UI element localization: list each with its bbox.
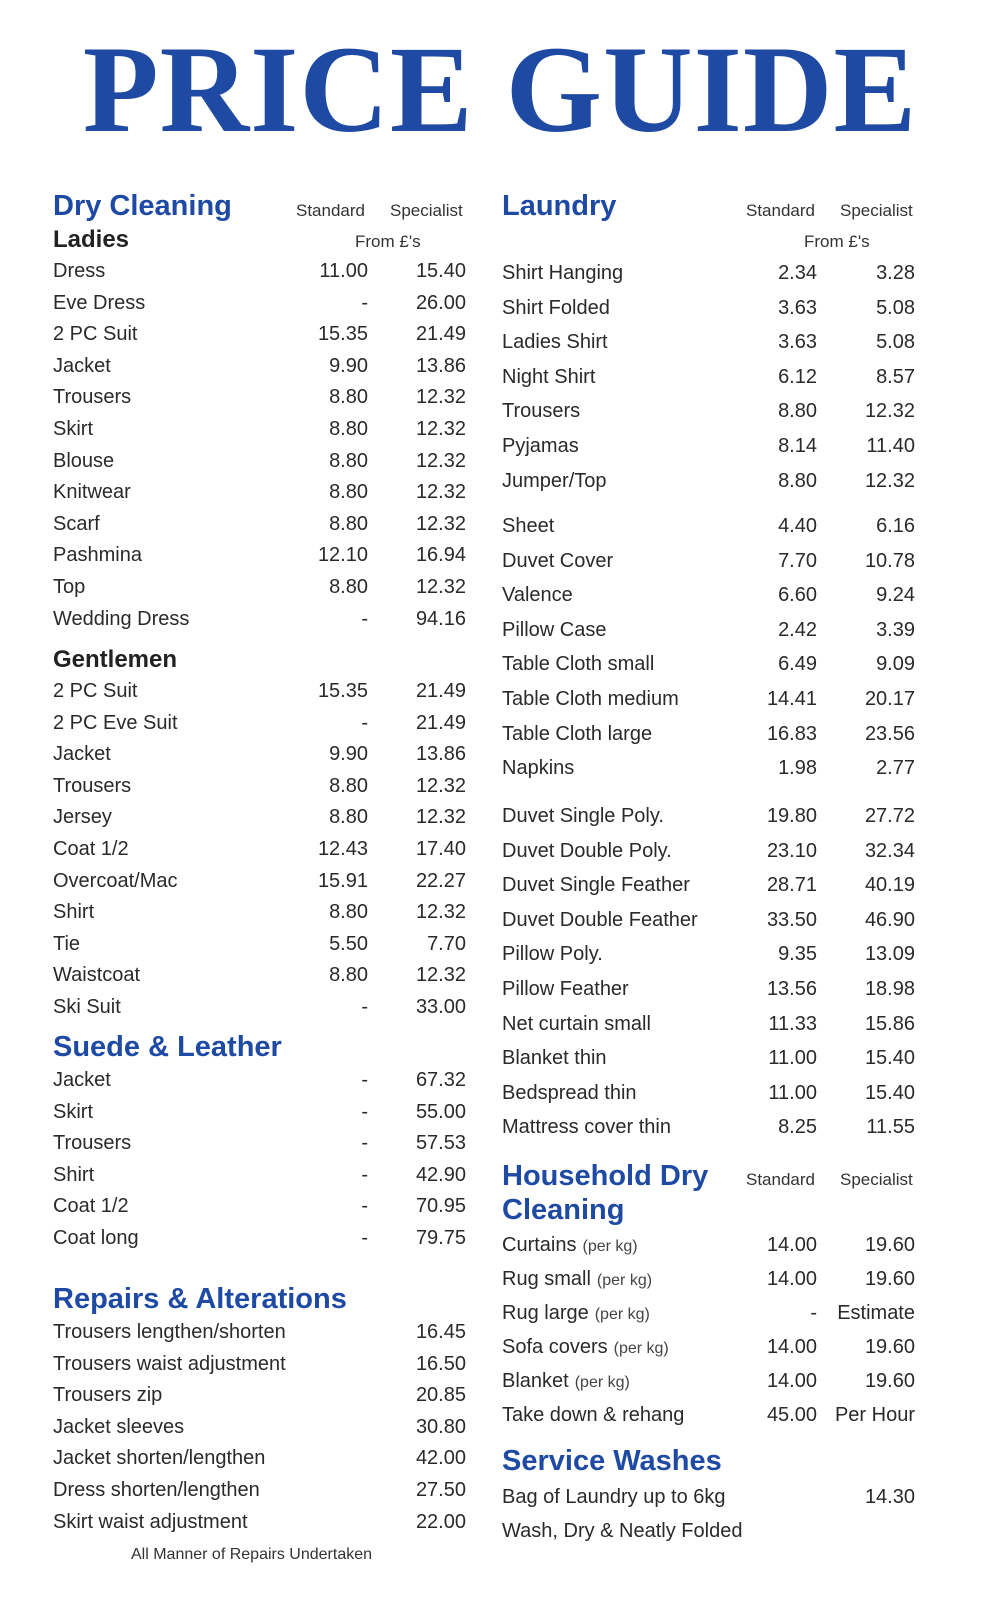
item-name: Curtains (per kg) [502, 1234, 638, 1256]
price-row [53, 992, 466, 1022]
item-price: 42.00 [415, 1447, 466, 1470]
specialist-price: 67.32 [415, 1069, 466, 1091]
specialist-price: 70.95 [415, 1195, 466, 1218]
price-row [502, 801, 915, 831]
standard-price: 8.80 [778, 469, 817, 492]
specialist-price: 21.49 [415, 680, 466, 702]
price-row [502, 546, 915, 576]
item-name: Ladies Shirt [502, 331, 608, 354]
price-row [502, 753, 915, 783]
standard-price: 8.80 [329, 418, 368, 440]
household-heading-line2: Cleaning [502, 1194, 625, 1226]
item-name: Night Shirt [502, 365, 596, 388]
item-name: Table Cloth small [502, 653, 655, 676]
item-name: Sofa covers (per kg) [502, 1336, 669, 1358]
specialist-price: 5.08 [876, 331, 915, 354]
standard-price: 12.10 [317, 544, 368, 567]
specialist-price: 13.86 [415, 743, 466, 766]
price-row [53, 676, 466, 706]
standard-price: 12.43 [317, 838, 368, 860]
item-name: Jacket shorten/lengthen [53, 1447, 266, 1470]
item-name: Jersey [53, 806, 112, 829]
item-name: Blanket thin [502, 1047, 607, 1070]
item-name: Skirt waist adjustment [53, 1510, 248, 1533]
item-name: Shirt Folded [502, 296, 610, 319]
specialist-price: 16.94 [415, 544, 466, 567]
item-name: Table Cloth medium [502, 688, 679, 710]
price-row [502, 1009, 915, 1039]
specialist-price: 9.24 [876, 584, 915, 607]
standard-price: 16.83 [766, 722, 817, 745]
item-name: Scarf [53, 512, 100, 535]
repairs-note: All Manner of Repairs Undertaken [131, 1546, 373, 1563]
standard-price: 2.42 [778, 618, 817, 641]
standard-price: - [361, 711, 368, 734]
item-name: Wedding Dress [53, 607, 190, 630]
standard-price: 5.50 [329, 932, 368, 955]
standard-price: - [361, 1163, 368, 1186]
standard-price: - [361, 1100, 368, 1123]
price-row [502, 466, 915, 496]
item-name: Trousers [53, 386, 132, 409]
item-name: Ski Suit [53, 996, 121, 1018]
price-row [53, 540, 466, 570]
item-price: 16.45 [415, 1321, 466, 1343]
specialist-price: 12.32 [415, 512, 466, 535]
household-heading-line1: Household Dry [502, 1160, 709, 1192]
item-name: Net curtain small [502, 1012, 651, 1035]
standard-price: 14.41 [766, 688, 817, 710]
price-row [502, 905, 915, 935]
specialist-price: 15.40 [864, 1081, 915, 1104]
specialist-price: 18.98 [864, 978, 915, 1000]
specialist-price: 32.34 [864, 839, 915, 862]
standard-price: 14.00 [766, 1336, 817, 1358]
item-name: Bag of Laundry up to 6kg [502, 1486, 726, 1508]
item-price: 14.30 [864, 1486, 915, 1508]
specialist-price: 55.00 [415, 1100, 466, 1123]
specialist-price: 2.77 [876, 757, 915, 780]
specialist-price: 5.08 [876, 296, 915, 319]
price-row [53, 1443, 466, 1473]
standard-price: 33.50 [766, 908, 817, 931]
item-price: 20.85 [415, 1384, 466, 1407]
price-row [53, 446, 466, 476]
specialist-price: 17.40 [415, 838, 466, 860]
price-row [502, 836, 915, 866]
item-name: 2 PC Eve Suit [53, 711, 178, 734]
dry-cleaning-specialist-header: Specialist [390, 201, 463, 220]
price-row [502, 1332, 915, 1362]
price-row [502, 719, 915, 749]
standard-price: 6.49 [778, 653, 817, 676]
item-unit: (per kg) [594, 1306, 650, 1323]
specialist-price: 19.60 [864, 1336, 915, 1358]
price-row [502, 1264, 915, 1294]
price-row [502, 327, 915, 357]
price-row [53, 929, 466, 959]
specialist-price: 26.00 [415, 291, 466, 314]
standard-price: 8.80 [329, 964, 368, 987]
item-name: Shirt [53, 1163, 95, 1186]
item-name: Take down & rehang [502, 1404, 685, 1426]
price-row [53, 771, 466, 801]
specialist-price: 19.60 [864, 1268, 915, 1290]
item-name: Trousers [502, 400, 581, 423]
price-row [53, 1317, 466, 1347]
standard-price: 19.80 [766, 805, 817, 827]
price-row [53, 477, 466, 507]
item-price: 22.00 [415, 1510, 466, 1533]
price-row [53, 708, 466, 738]
standard-price: 8.25 [778, 1116, 817, 1139]
standard-price: 8.80 [329, 481, 368, 504]
item-name: Jacket [53, 743, 111, 766]
standard-price: 23.10 [766, 839, 817, 862]
repairs-heading: Repairs & Alterations [53, 1283, 347, 1315]
standard-price: 3.63 [778, 331, 817, 354]
standard-price: 8.80 [329, 806, 368, 829]
specialist-price: 12.32 [864, 400, 915, 423]
standard-price: - [810, 1302, 817, 1324]
standard-price: 28.71 [766, 874, 817, 897]
standard-price: - [361, 1195, 368, 1218]
standard-price: 9.90 [329, 354, 368, 377]
specialist-price: 12.32 [415, 806, 466, 829]
item-name: Overcoat/Mac [53, 869, 178, 892]
specialist-price: 33.00 [415, 996, 466, 1018]
item-name: Wash, Dry & Neatly Folded [502, 1520, 743, 1542]
laundry-specialist-header: Specialist [840, 201, 913, 220]
item-name: Tie [53, 932, 81, 955]
price-row [53, 288, 466, 318]
specialist-price: 11.40 [866, 435, 915, 457]
specialist-price: 10.78 [864, 549, 915, 572]
price-row [53, 382, 466, 412]
item-name: Blanket (per kg) [502, 1370, 630, 1392]
price-row [53, 1065, 466, 1095]
specialist-price: 79.75 [415, 1227, 466, 1249]
specialist-price: 46.90 [864, 908, 915, 931]
standard-price: 4.40 [778, 515, 817, 537]
price-row [53, 1097, 466, 1127]
item-name: Mattress cover thin [502, 1116, 671, 1139]
specialist-price: 15.40 [864, 1047, 915, 1070]
price-row [53, 1412, 466, 1442]
specialist-price: 21.49 [415, 323, 466, 346]
item-unit: (per kg) [582, 1238, 638, 1255]
item-name: Trousers waist adjustment [53, 1352, 286, 1375]
standard-price: 8.80 [329, 901, 368, 924]
standard-price: 11.00 [319, 260, 368, 282]
standard-price: 15.91 [317, 869, 368, 892]
price-row [502, 1230, 915, 1260]
price-row [502, 396, 915, 426]
item-name: Trousers [53, 774, 132, 797]
standard-price: 11.00 [768, 1047, 817, 1070]
price-row [502, 1516, 915, 1546]
item-name: 2 PC Suit [53, 323, 138, 346]
standard-price: 15.35 [317, 680, 368, 702]
item-price: 27.50 [415, 1479, 466, 1501]
specialist-price: 12.32 [415, 901, 466, 924]
item-name: Pyjamas [502, 435, 579, 457]
standard-price: 9.90 [329, 743, 368, 766]
standard-price: 2.34 [778, 262, 817, 284]
standard-price: 7.70 [778, 549, 817, 572]
specialist-price: 22.27 [415, 869, 466, 892]
item-price: 30.80 [415, 1415, 466, 1438]
household-specialist-header: Specialist [840, 1170, 913, 1189]
price-row [502, 615, 915, 645]
standard-price: 11.00 [768, 1081, 817, 1104]
price-row [53, 1507, 466, 1537]
price-row [53, 834, 466, 864]
item-name: Duvet Double Feather [502, 908, 698, 931]
item-name: Coat 1/2 [53, 838, 129, 860]
item-unit: (per kg) [596, 1272, 653, 1289]
specialist-price: 9.09 [876, 653, 915, 676]
item-name: Coat long [53, 1227, 139, 1249]
specialist-price: 20.17 [864, 688, 915, 710]
price-row [53, 897, 466, 927]
item-name: Pashmina [53, 544, 142, 567]
price-row [53, 319, 466, 349]
dry-cleaning-heading: Dry Cleaning [53, 190, 232, 222]
price-row [53, 509, 466, 539]
specialist-price: Estimate [837, 1302, 915, 1324]
standard-price: 8.80 [329, 512, 368, 535]
item-name: Jacket [53, 1069, 111, 1091]
item-name: Knitwear [53, 481, 131, 504]
service-washes-heading: Service Washes [502, 1445, 722, 1477]
item-name: Pillow Poly. [502, 943, 603, 966]
price-row [502, 258, 915, 288]
price-row [53, 604, 466, 634]
item-name: Rug small (per kg) [502, 1268, 653, 1290]
price-row [53, 1380, 466, 1410]
price-row [502, 1366, 915, 1396]
price-row [502, 870, 915, 900]
standard-price: 6.60 [778, 584, 817, 607]
specialist-price: 13.09 [864, 943, 915, 966]
price-row [502, 1482, 915, 1512]
item-name: Jumper/Top [502, 469, 607, 492]
price-row [53, 802, 466, 832]
specialist-price: 8.57 [876, 365, 915, 388]
gentlemen-heading: Gentlemen [53, 646, 178, 673]
item-name: Trousers [53, 1132, 132, 1155]
standard-price: 14.00 [766, 1234, 817, 1256]
dry-cleaning-standard-header: Standard [296, 201, 365, 220]
standard-price: - [361, 291, 368, 314]
item-name: Dress [53, 260, 106, 282]
standard-price: 11.33 [768, 1012, 817, 1035]
price-row [53, 1128, 466, 1158]
item-name: Duvet Double Poly. [502, 839, 672, 862]
specialist-price: 12.32 [415, 386, 466, 409]
specialist-price: 19.60 [864, 1370, 915, 1392]
price-row [502, 1298, 915, 1328]
price-row [502, 1078, 915, 1108]
item-name: Shirt [53, 901, 95, 924]
specialist-price: 21.49 [415, 711, 466, 734]
specialist-price: 11.55 [866, 1116, 915, 1139]
item-unit: (per kg) [574, 1374, 630, 1391]
price-row [502, 684, 915, 714]
price-row [53, 960, 466, 990]
specialist-price: 12.32 [415, 964, 466, 987]
item-name: Table Cloth large [502, 722, 653, 745]
specialist-price: 12.32 [415, 774, 466, 797]
standard-price: 8.80 [778, 400, 817, 423]
item-name: Duvet Single Poly. [502, 805, 664, 827]
specialist-price: 94.16 [415, 607, 466, 630]
specialist-price: 6.16 [876, 515, 915, 537]
price-row [502, 1043, 915, 1073]
price-row [502, 511, 915, 541]
item-name: Pillow Case [502, 618, 607, 641]
laundry-heading: Laundry [502, 190, 617, 222]
price-row [53, 351, 466, 381]
item-name: Pillow Feather [502, 978, 629, 1000]
item-name: Blouse [53, 449, 115, 472]
standard-price: - [361, 1227, 368, 1249]
item-name: 2 PC Suit [53, 680, 138, 702]
item-name: Shirt Hanging [502, 262, 624, 284]
page-title: PRICE GUIDE [82, 21, 918, 158]
specialist-price: 42.90 [415, 1163, 466, 1186]
specialist-price: 15.86 [864, 1012, 915, 1035]
specialist-price: 12.32 [415, 449, 466, 472]
standard-price: - [361, 1132, 368, 1155]
standard-price: 14.00 [766, 1268, 817, 1290]
specialist-price: Per Hour [834, 1404, 915, 1426]
item-name: Rug large (per kg) [502, 1302, 650, 1324]
standard-price: - [361, 996, 368, 1018]
specialist-price: 27.72 [864, 805, 915, 827]
item-name: Skirt [53, 1100, 93, 1123]
item-name: Top [53, 576, 86, 598]
price-row [502, 649, 915, 679]
price-row [53, 1223, 466, 1253]
standard-price: 8.80 [329, 449, 368, 472]
item-unit: (per kg) [613, 1340, 669, 1357]
specialist-price: 12.32 [415, 481, 466, 504]
price-row [502, 1112, 915, 1142]
specialist-price: 57.53 [415, 1132, 466, 1155]
price-row [53, 739, 466, 769]
standard-price: 9.35 [778, 943, 817, 966]
laundry-from-label: From £'s [804, 232, 870, 251]
standard-price: - [361, 607, 368, 630]
standard-price: 1.98 [778, 757, 817, 780]
item-name: Dress shorten/lengthen [53, 1479, 260, 1501]
specialist-price: 15.40 [415, 260, 466, 282]
specialist-price: 12.32 [864, 469, 915, 492]
price-row [502, 1400, 915, 1430]
standard-price: 3.63 [778, 296, 817, 319]
suede-leather-heading: Suede & Leather [53, 1031, 282, 1063]
specialist-price: 3.28 [876, 262, 915, 284]
specialist-price: 40.19 [864, 874, 915, 897]
specialist-price: 7.70 [427, 932, 466, 955]
item-name: Valence [502, 584, 573, 607]
item-name: Trousers lengthen/shorten [53, 1321, 286, 1343]
price-row [53, 1160, 466, 1190]
item-name: Trousers zip [53, 1384, 163, 1407]
ladies-heading: Ladies [53, 226, 130, 253]
item-name: Coat 1/2 [53, 1195, 129, 1218]
price-row [53, 414, 466, 444]
item-name: Sheet [502, 515, 555, 537]
specialist-price: 13.86 [415, 354, 466, 377]
price-row [502, 580, 915, 610]
specialist-price: 19.60 [864, 1234, 915, 1256]
item-name: Skirt [53, 418, 93, 440]
item-name: Jacket [53, 354, 111, 377]
standard-price: 8.80 [329, 386, 368, 409]
standard-price: 8.80 [329, 576, 368, 598]
standard-price: 15.35 [317, 323, 368, 346]
standard-price: 6.12 [778, 365, 817, 388]
item-name: Eve Dress [53, 291, 146, 314]
item-name: Bedspread thin [502, 1081, 637, 1104]
price-row [53, 572, 466, 602]
item-name: Waistcoat [53, 964, 141, 987]
price-row [53, 256, 466, 286]
item-price: 16.50 [415, 1352, 466, 1375]
item-name: Jacket sleeves [53, 1415, 185, 1438]
price-row [502, 362, 915, 392]
price-row [53, 1475, 466, 1505]
standard-price: 8.80 [329, 774, 368, 797]
standard-price: - [361, 1069, 368, 1091]
price-row [502, 293, 915, 323]
laundry-standard-header: Standard [746, 201, 815, 220]
price-row [53, 1349, 466, 1379]
item-name: Napkins [502, 757, 575, 780]
price-row [502, 974, 915, 1004]
household-standard-header: Standard [746, 1170, 815, 1189]
price-row [502, 939, 915, 969]
standard-price: 13.56 [766, 978, 817, 1000]
dry-cleaning-from-label: From £'s [355, 232, 421, 251]
item-name: Duvet Cover [502, 549, 614, 572]
item-name: Duvet Single Feather [502, 874, 690, 897]
specialist-price: 3.39 [876, 618, 915, 641]
specialist-price: 12.32 [415, 576, 466, 598]
specialist-price: 12.32 [415, 418, 466, 440]
specialist-price: 23.56 [864, 722, 915, 745]
standard-price: 45.00 [766, 1404, 817, 1426]
price-row [502, 431, 915, 461]
price-row [53, 1191, 466, 1221]
price-row [53, 866, 466, 896]
standard-price: 14.00 [766, 1370, 817, 1392]
standard-price: 8.14 [778, 435, 817, 457]
